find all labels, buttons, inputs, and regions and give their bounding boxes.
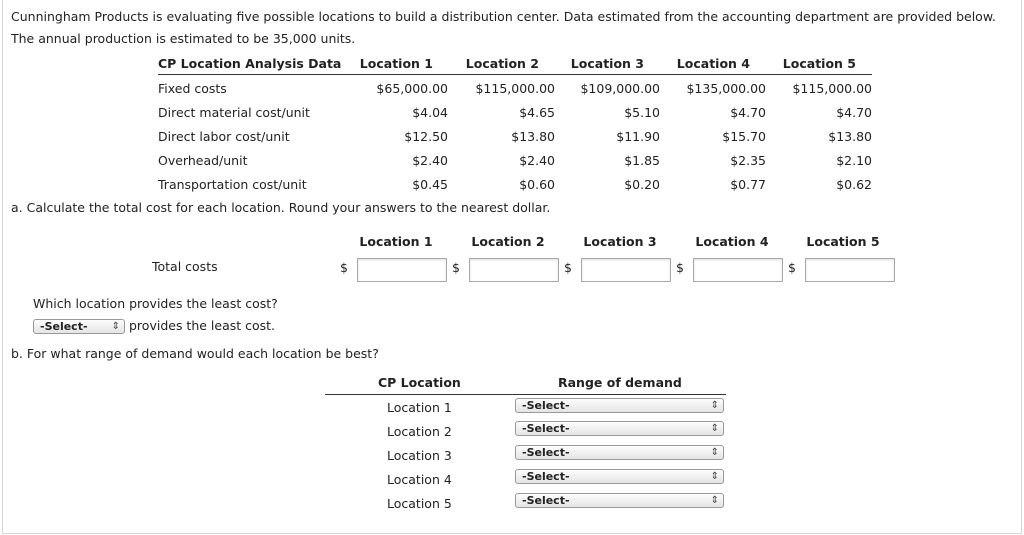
- part-b-header-rule: [325, 394, 726, 395]
- cell-value: $2.40: [519, 153, 555, 168]
- updown-arrow-icon: ⇕: [710, 447, 719, 458]
- least-cost-suffix: provides the least cost.: [129, 318, 276, 333]
- total-cost-input-location-5[interactable]: [805, 258, 895, 282]
- currency-symbol: $: [788, 260, 796, 275]
- cell-value: $1.85: [624, 153, 660, 168]
- cell-value: $0.60: [519, 177, 555, 192]
- total-cost-input-location-1[interactable]: [357, 258, 447, 282]
- currency-symbol: $: [676, 260, 684, 275]
- total-cost-input-location-3[interactable]: [581, 258, 671, 282]
- total-cost-input-location-2[interactable]: [469, 258, 559, 282]
- cell-value: $0.45: [412, 177, 448, 192]
- range-select-location-5[interactable]: [515, 493, 724, 508]
- table-col-location-3: Location 3: [570, 56, 644, 71]
- cell-value: $2.35: [730, 153, 766, 168]
- total-col-location-2: Location 2: [471, 234, 545, 249]
- cp-location-label: Location 5: [387, 496, 452, 511]
- cell-value: $115,000.00: [475, 81, 555, 96]
- range-select-location-1[interactable]: [515, 398, 724, 413]
- select-value: -Select-: [40, 320, 88, 333]
- updown-arrow-icon: ⇕: [710, 423, 719, 434]
- cell-value: $135,000.00: [686, 81, 766, 96]
- cp-location-label: Location 4: [387, 472, 452, 487]
- cell-value: $13.80: [828, 129, 872, 144]
- total-cost-input-location-4[interactable]: [693, 258, 783, 282]
- select-value: -Select-: [522, 494, 570, 507]
- cp-location-label: Location 3: [387, 448, 452, 463]
- cell-value: $115,000.00: [792, 81, 872, 96]
- updown-arrow-icon: ⇕: [710, 400, 719, 411]
- least-cost-question: Which location provides the least cost?: [33, 296, 278, 311]
- total-col-location-3: Location 3: [583, 234, 657, 249]
- cell-value: $11.90: [616, 129, 660, 144]
- cell-value: $0.62: [836, 177, 872, 192]
- cell-value: $13.80: [511, 129, 555, 144]
- range-of-demand-header: Range of demand: [558, 375, 682, 390]
- total-col-location-4: Location 4: [695, 234, 769, 249]
- select-value: -Select-: [522, 422, 570, 435]
- cell-value: $2.40: [412, 153, 448, 168]
- currency-symbol: $: [340, 260, 348, 275]
- least-cost-select[interactable]: [33, 319, 125, 334]
- row-label: Overhead/unit: [158, 153, 248, 168]
- total-costs-label: Total costs: [152, 259, 218, 274]
- currency-symbol: $: [564, 260, 572, 275]
- cell-value: $4.70: [836, 105, 872, 120]
- updown-arrow-icon: ⇕: [111, 321, 120, 332]
- intro-text: Cunningham Products is evaluating five possible locations to build a distribution center. Data estimated from the accounting department are provided below. The annual production is estimated to be 35,000 units.: [11, 9, 996, 46]
- table-col-location-5: Location 5: [782, 56, 856, 71]
- row-label: Fixed costs: [158, 81, 227, 96]
- row-label: Transportation cost/unit: [158, 177, 307, 192]
- range-select-location-3[interactable]: [515, 445, 724, 460]
- select-value: -Select-: [522, 470, 570, 483]
- cell-value: $12.50: [404, 129, 448, 144]
- row-label: Direct labor cost/unit: [158, 129, 290, 144]
- table-header-rule: [158, 74, 872, 75]
- total-col-location-1: Location 1: [359, 234, 433, 249]
- cp-location-label: Location 2: [387, 424, 452, 439]
- cell-value: $0.20: [624, 177, 660, 192]
- cell-value: $4.70: [730, 105, 766, 120]
- table-col-location-2: Location 2: [465, 56, 539, 71]
- cp-location-label: Location 1: [387, 400, 452, 415]
- cell-value: $5.10: [624, 105, 660, 120]
- part-b-question: b. For what range of demand would each location be best?: [11, 346, 379, 361]
- cell-value: $65,000.00: [376, 81, 448, 96]
- part-a-question: a. Calculate the total cost for each location. Round your answers to the nearest dollar.: [11, 200, 551, 215]
- cell-value: $4.04: [412, 105, 448, 120]
- table-col-location-1: Location 1: [359, 56, 433, 71]
- cell-value: $2.10: [836, 153, 872, 168]
- cell-value: $15.70: [722, 129, 766, 144]
- range-select-location-4[interactable]: [515, 469, 724, 484]
- cp-location-header: CP Location: [378, 375, 461, 390]
- cell-value: $109,000.00: [580, 81, 660, 96]
- cell-value: $0.77: [730, 177, 766, 192]
- select-value: -Select-: [522, 399, 570, 412]
- cell-value: $4.65: [519, 105, 555, 120]
- updown-arrow-icon: ⇕: [710, 471, 719, 482]
- currency-symbol: $: [452, 260, 460, 275]
- updown-arrow-icon: ⇕: [710, 495, 719, 506]
- select-value: -Select-: [522, 446, 570, 459]
- table-header: CP Location Analysis Data: [158, 56, 342, 71]
- range-select-location-2[interactable]: [515, 421, 724, 436]
- total-col-location-5: Location 5: [806, 234, 880, 249]
- row-label: Direct material cost/unit: [158, 105, 310, 120]
- table-col-location-4: Location 4: [676, 56, 750, 71]
